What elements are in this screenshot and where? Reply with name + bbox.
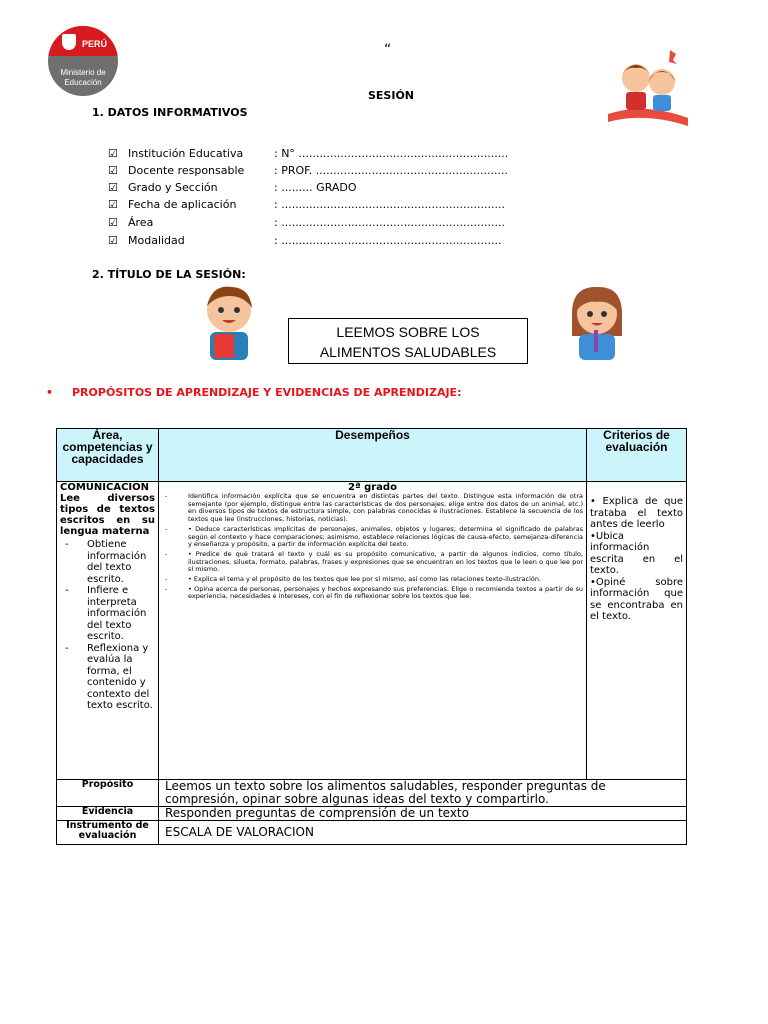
info-value: : ......... GRADO	[274, 181, 357, 194]
info-row-docente	[108, 164, 509, 177]
table-content-row	[57, 482, 687, 780]
proposito-row	[57, 780, 687, 807]
session-title-line1: LEEMOS SOBRE LOS	[336, 324, 480, 340]
grade-label: 2ª grado	[348, 482, 397, 493]
info-label: Docente responsable	[128, 164, 245, 177]
section-2-title: 2. TÍTULO DE LA SESIÓN:	[92, 268, 246, 281]
checkbox-checked-icon: ☑	[108, 198, 118, 211]
evidencia-row	[57, 807, 687, 821]
desempenos-cell	[159, 482, 587, 780]
checkbox-checked-icon: ☑	[108, 234, 118, 247]
table-header-row	[57, 429, 687, 482]
logo-country: PERÚ	[82, 39, 108, 49]
checkbox-checked-icon: ☑	[108, 147, 118, 160]
competencia: Lee diversos tipos de textos escritos en su lengua materna	[60, 493, 155, 537]
area-title: COMUNICACIÓN	[60, 482, 150, 493]
purposes-heading	[46, 386, 461, 399]
header-area: Área, competencias y capacidades	[57, 429, 159, 482]
info-value: : ...............................................................	[274, 234, 502, 247]
criterio-item: • Explica de que trataba el texto antes de leerlo	[590, 496, 683, 530]
info-value: : N° ............................................................	[274, 147, 509, 160]
proposito-value: Leemos un texto sobre los alimentos saludables, responder preguntas de compresión, opinar sobre algunas ideas del texto y compartirlo.	[159, 780, 687, 807]
checkbox-checked-icon: ☑	[108, 216, 118, 229]
desempeno-item: - • Predice de qué tratará el texto y cuál es su propósito comunicativo, a partir de algunos indicios, como título, ilustraciones, silueta, formato, palabras, frases y expresiones que se encuentran en los textos que le leen o que lee por sí mismo.	[162, 551, 583, 574]
info-label: Grado y Sección	[128, 181, 218, 194]
info-row-area	[108, 216, 505, 229]
checkbox-checked-icon: ☑	[108, 181, 118, 194]
kids-reading-illustration	[600, 42, 695, 132]
logo-shield-icon	[62, 34, 76, 50]
desempeno-item: - • Deduce características implícitas de personajes, animales, objetos y lugares; determina el significado de palabras según el contexto y hace comparaciones; asimismo, establece relaciones lógicas de causa-efecto, semejanza-diferencia y enseñanza y propósito, a partir de información explícita del texto.	[162, 526, 583, 549]
header-desempenos: Desempeños	[159, 429, 587, 482]
info-row-modalidad	[108, 234, 502, 247]
instrumento-value: ESCALA DE VALORACION	[159, 821, 687, 845]
instrumento-row	[57, 821, 687, 845]
criterio-item: •Opiné sobre información que se encontraba en el texto.	[590, 576, 683, 622]
info-row-grado	[108, 181, 357, 194]
instrumento-label: Instrumento de evaluación	[57, 821, 159, 845]
capacidad-item: - Obtiene información del texto escrito.	[87, 539, 155, 585]
proposito-label: Propósito	[57, 780, 159, 807]
purposes-title: PROPÓSITOS DE APRENDIZAJE Y EVIDENCIAS DE APRENDIZAJE:	[72, 386, 462, 399]
info-value: : PROF. .......................................................	[274, 164, 509, 177]
girl-with-pencil-illustration	[566, 284, 628, 362]
quote-mark: “	[384, 42, 392, 58]
checkbox-checked-icon: ☑	[108, 164, 118, 177]
info-label: Institución Educativa	[128, 147, 244, 160]
desempeno-item: - • Opina acerca de personas, personajes y hechos expresando sus preferencias. Elige o recomienda textos a partir de su experiencia, necesidades e intereses, con el fin de reflexionar sobre los textos que lee.	[162, 586, 583, 601]
desempeno-item: - • Explica el tema y el propósito de los textos que lee por sí mismo, así como las relaciones texto-ilustración.	[162, 576, 583, 584]
info-label: Área	[128, 216, 154, 229]
capacidad-item: - Infiere e interpreta información del texto escrito.	[87, 585, 155, 643]
header-criterios: Criterios de evaluación	[587, 429, 687, 482]
info-value: : ................................................................	[274, 216, 505, 229]
boy-with-book-illustration	[198, 282, 260, 362]
criterios-cell	[587, 482, 687, 780]
session-title-box	[288, 318, 528, 364]
desempeno-item: - Identifica información explícita que se encuentra en distintas partes del texto. Distingue esta información de otra semejante (por ejemplo, distingue entre las características de dos personajes, elige entre dos datos de un animal, etc.) en diversos tipos de textos de estructura simple, con palabras conocidas e ilustraciones. Establece la secuencia de los textos que lee (instrucciones, historias, noticias).	[162, 493, 583, 524]
info-value: : ................................................................	[274, 198, 505, 211]
section-1-title: 1. DATOS INFORMATIVOS	[92, 106, 248, 119]
ministry-logo	[48, 26, 118, 96]
area-cell	[57, 482, 159, 780]
learning-table	[56, 428, 687, 845]
logo-ministry-name: Ministerio de Educación	[60, 68, 106, 87]
criterio-item: •Ubica información escrita en el texto.	[590, 530, 683, 576]
info-label: Fecha de aplicación	[128, 198, 237, 211]
info-row-fecha	[108, 198, 505, 211]
session-title-line2: ALIMENTOS SALUDABLES	[319, 344, 497, 360]
capacidad-item: - Reflexiona y evalúa la forma, el contenido y contexto del texto escrito.	[87, 643, 155, 712]
session-label: SESIÓN	[368, 89, 415, 102]
capacidades-list	[60, 539, 155, 712]
info-label: Modalidad	[128, 234, 185, 247]
info-row-institucion	[108, 147, 509, 160]
evidencia-label: Evidencia	[57, 807, 159, 821]
evidencia-value: Responden preguntas de comprensión de un texto	[159, 807, 687, 821]
bullet: •	[46, 386, 54, 399]
